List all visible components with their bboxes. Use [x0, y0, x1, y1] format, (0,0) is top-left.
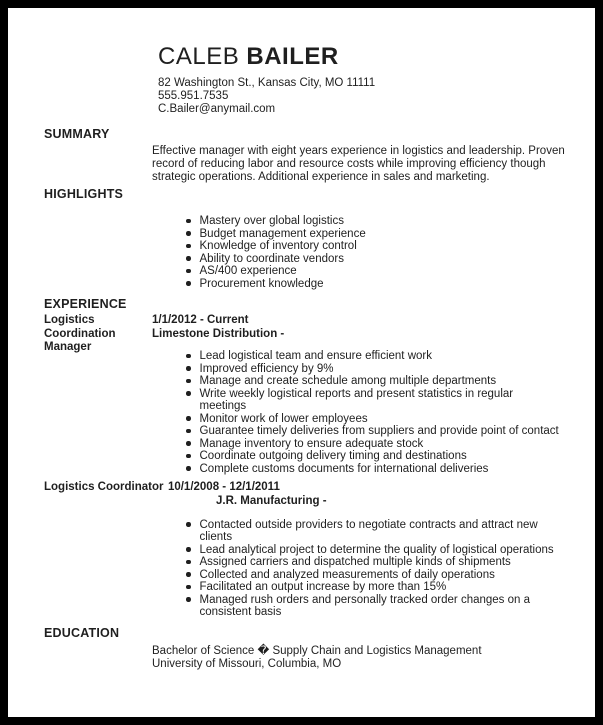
education-details	[152, 645, 595, 671]
job-duty-text: Assigned carriers and dispatched multiple kinds of shipments	[199, 556, 511, 568]
highlights-heading: HIGHLIGHTS	[44, 187, 124, 201]
bullet-icon	[186, 269, 191, 274]
bullet-icon	[186, 391, 191, 396]
job-duty-item	[186, 519, 595, 544]
bullet-icon	[186, 416, 191, 421]
job-duty-item	[186, 569, 595, 582]
section-experience	[8, 298, 595, 619]
job-duty-item	[186, 450, 595, 463]
bullet-icon	[186, 219, 191, 224]
education-school: University of Missouri, Columbia, MO	[152, 657, 342, 670]
candidate-last-name: BAILER	[246, 43, 339, 70]
bullet-icon	[186, 560, 191, 565]
job-duty-item	[186, 581, 595, 594]
job-duty-text: Lead analytical project to determine the quality of logistical operations	[199, 543, 554, 556]
bullet-icon	[186, 441, 191, 446]
job-duty-text: Contacted outside providers to negotiate contracts and attract new clients	[199, 518, 538, 543]
highlight-item	[186, 240, 595, 253]
contact-block	[158, 77, 595, 116]
job1-dates: 1/1/2012 - Current	[152, 314, 249, 326]
job-duty-text: Manage inventory to ensure adequate stock	[199, 437, 424, 450]
job1-details	[152, 314, 595, 475]
resume-header	[158, 8, 595, 116]
job2-title-line	[44, 477, 595, 495]
candidate-first-name: CALEB	[158, 43, 240, 70]
education-degree: Bachelor of Science � Supply Chain and Logistics Management	[152, 644, 482, 657]
bullet-icon	[186, 429, 191, 434]
job2-company: J.R. Manufacturing -	[216, 495, 327, 507]
contact-email: C.Bailer@anymail.com	[158, 103, 276, 115]
highlight-text: AS/400 experience	[199, 265, 297, 277]
job2-duties-list	[186, 519, 595, 619]
education-heading: EDUCATION	[44, 625, 120, 640]
job-duty-item	[186, 413, 595, 426]
bullet-icon	[186, 522, 191, 527]
job-duty-text: Coordinate outgoing delivery timing and destinations	[199, 450, 467, 462]
job-duty-item	[186, 594, 595, 619]
highlight-text: Procurement knowledge	[199, 277, 324, 290]
section-education	[8, 627, 595, 671]
job-duty-text: Lead logistical team and ensure efficient work	[199, 350, 432, 362]
job-duty-item	[186, 388, 595, 413]
job-duty-text: Complete customs documents for international deliveries	[199, 462, 489, 475]
job-duty-item	[186, 375, 595, 388]
bullet-icon	[186, 466, 191, 471]
job-entry-2	[44, 477, 595, 619]
job2-title: Logistics Coordinator	[44, 481, 164, 493]
job2-dates: 10/1/2008 - 12/1/2011	[167, 481, 280, 493]
job-duty-item	[186, 463, 595, 476]
job-duty-item	[186, 544, 595, 557]
highlight-text: Ability to coordinate vendors	[199, 252, 344, 265]
highlight-text: Knowledge of inventory control	[199, 240, 357, 252]
bullet-icon	[186, 354, 191, 359]
bullet-icon	[186, 244, 191, 249]
bullet-icon	[186, 281, 191, 286]
bullet-icon	[186, 454, 191, 459]
job-entry-1	[44, 314, 595, 475]
contact-phone: 555.951.7535	[158, 90, 229, 102]
highlight-text: Mastery over global logistics	[199, 215, 344, 227]
bullet-icon	[186, 379, 191, 384]
job1-company: Limestone Distribution -	[152, 327, 285, 340]
summary-heading: SUMMARY	[44, 127, 110, 141]
job-duty-item	[186, 363, 595, 376]
section-summary	[8, 128, 595, 184]
highlight-item	[186, 253, 595, 266]
job-duty-text: Collected and analyzed measurements of daily operations	[199, 568, 495, 581]
job-duty-item	[186, 350, 595, 363]
bullet-icon	[186, 231, 191, 236]
job-duty-item	[186, 556, 595, 569]
job-duty-item	[186, 438, 595, 451]
bullet-icon	[186, 256, 191, 261]
experience-heading: EXPERIENCE	[44, 297, 127, 311]
job-duty-text: Write weekly logistical reports and present statistics in regular meetings	[199, 387, 514, 412]
highlight-item	[186, 265, 595, 278]
job-duty-text: Monitor work of lower employees	[199, 412, 368, 425]
highlight-item	[186, 278, 595, 291]
section-highlights	[8, 188, 595, 290]
highlight-item	[186, 228, 595, 241]
job-duty-text: Guarantee timely deliveries from suppliers and provide point of contact	[199, 425, 559, 437]
job-duty-text: Facilitated an output increase by more than 15%	[199, 581, 447, 593]
job1-title: Logistics Coordination Manager	[44, 314, 116, 353]
contact-address: 82 Washington St., Kansas City, MO 11111	[158, 77, 376, 89]
bullet-icon	[186, 547, 191, 552]
job-duty-text: Improved efficiency by 9%	[199, 362, 334, 375]
highlight-text: Budget management experience	[199, 227, 366, 240]
summary-text: Effective manager with eight years experience in logistics and leadership. Proven record of reducing labor and resource costs while improving efficiency though strategic operations. Additional experience in sales and marketing.	[152, 145, 565, 183]
bullet-icon	[186, 585, 191, 590]
bullet-icon	[186, 366, 191, 371]
job1-duties-list	[186, 350, 595, 475]
candidate-name	[158, 44, 595, 70]
bullet-icon	[186, 597, 191, 602]
job-duty-item	[186, 425, 595, 438]
bullet-icon	[186, 572, 191, 577]
highlights-list	[186, 215, 595, 290]
highlight-item	[186, 215, 595, 228]
job-duty-text: Managed rush orders and personally tracked order changes on a consistent basis	[199, 593, 531, 618]
job-duty-text: Manage and create schedule among multiple departments	[199, 375, 497, 387]
